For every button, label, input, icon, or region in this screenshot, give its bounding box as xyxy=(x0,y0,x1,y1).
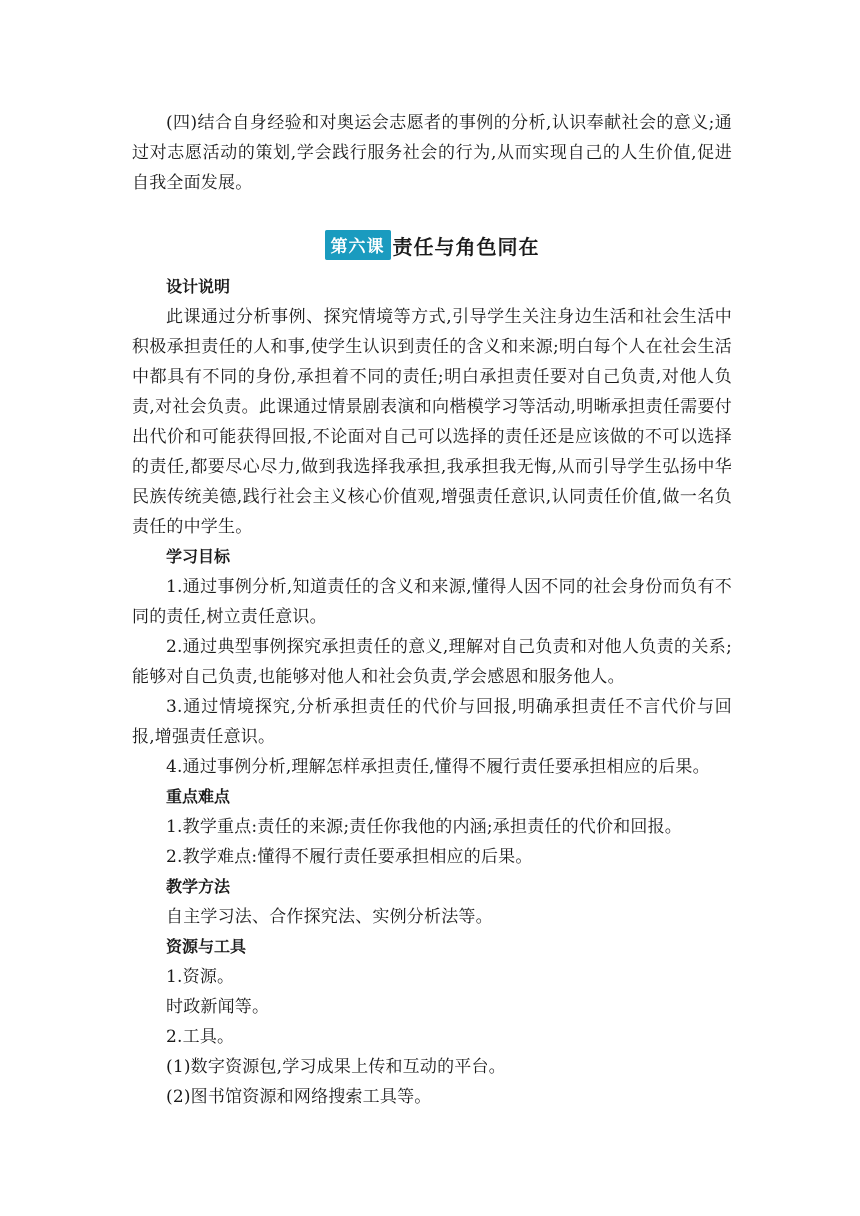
objective-item: 1.通过事例分析,知道责任的含义和来源,懂得人因不同的社会身份而负有不同的责任,树立责任意识。 xyxy=(132,577,732,627)
resources-heading: 资源与工具 xyxy=(166,937,247,956)
lesson-title xyxy=(132,230,732,260)
key-point-item: 2.教学难点:懂得不履行责任要承担相应的后果。 xyxy=(166,847,533,867)
resource-item: 时政新闻等。 xyxy=(166,997,270,1017)
objectives-heading: 学习目标 xyxy=(166,547,231,566)
intro-paragraph: (四)结合自身经验和对奥运会志愿者的事例的分析,认识奉献社会的意义;通过对志愿活动的策划,学会践行服务社会的行为,从而实现自己的人生价值,促进自我全面发展。 xyxy=(132,113,732,193)
lesson-body xyxy=(132,272,732,1112)
lesson-badge: 第六课 xyxy=(325,230,391,260)
objective-item: 2.通过典型事例探究承担责任的意义,理解对自己负责和对他人负责的关系;能够对自己负责,也能够对他人和社会负责,学会感恩和服务他人。 xyxy=(132,637,732,687)
lesson-name: 责任与角色同在 xyxy=(392,234,540,259)
objective-item: 3.通过情境探究,分析承担责任的代价与回报,明确承担责任不言代价与回报,增强责任意识。 xyxy=(132,697,732,747)
design-heading: 设计说明 xyxy=(166,277,231,296)
resource-item: 2.工具。 xyxy=(166,1027,235,1047)
methods-text: 自主学习法、合作探究法、实例分析法等。 xyxy=(166,907,493,927)
objective-item: 4.通过事例分析,理解怎样承担责任,懂得不履行责任要承担相应的后果。 xyxy=(166,757,710,777)
methods-heading: 教学方法 xyxy=(166,877,231,896)
resource-item: (1)数字资源包,学习成果上传和互动的平台。 xyxy=(166,1057,506,1077)
resource-item: (2)图书馆资源和网络搜索工具等。 xyxy=(166,1087,432,1107)
resource-item: 1.资源。 xyxy=(166,967,235,987)
design-paragraph: 此课通过分析事例、探究情境等方式,引导学生关注身边生活和社会生活中积极承担责任的人和事,使学生认识到责任的含义和来源;明白每个人在社会生活中都具有不同的身份,承担着不同的责任;明白承担责任要对自己负责,对他人负责,对社会负责。此课通过情景剧表演和向楷模学习等活动,明晰承担责任需要付出代价和可能获得回报,不论面对自己可以选择的责任还是应该做的不可以选择的责任,都要尽心尽力,做到我选择我承担,我承担我无悔,从而引导学生弘扬中华民族传统美德,践行社会主义核心价值观,增强责任意识,认同责任价值,做一名负责任的中学生。 xyxy=(132,307,732,537)
intro-section xyxy=(132,108,732,198)
key-points-heading: 重点难点 xyxy=(166,787,231,806)
key-point-item: 1.教学重点:责任的来源;责任你我他的内涵;承担责任的代价和回报。 xyxy=(166,817,683,837)
